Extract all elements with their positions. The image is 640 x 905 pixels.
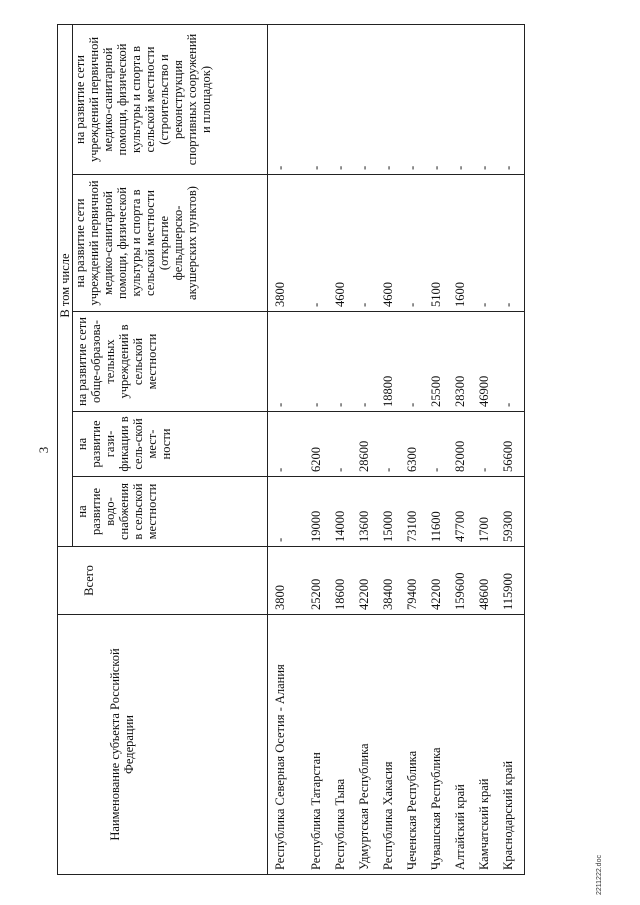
cell-medical: 1600 — [452, 175, 476, 312]
header-including: В том числе — [58, 25, 73, 547]
cell-medical: 5100 — [428, 175, 452, 312]
cell-water: 13600 — [356, 477, 380, 547]
cell-water: 19000 — [308, 477, 332, 547]
cell-total: 115900 — [500, 547, 525, 615]
table-row — [404, 25, 428, 875]
cell-sports: - — [428, 25, 452, 175]
cell-water: 14000 — [332, 477, 356, 547]
cell-gas: 6300 — [404, 412, 428, 477]
cell-name: Республика Хакасия — [380, 615, 404, 875]
cell-sports: - — [380, 25, 404, 175]
table-row — [308, 25, 332, 875]
cell-name: Республика Татарстан — [308, 615, 332, 875]
cell-sports: - — [268, 25, 309, 175]
cell-name: Удмуртская Республика — [356, 615, 380, 875]
cell-schools: 18800 — [380, 312, 404, 412]
table-row — [476, 25, 500, 875]
header-subject: Наименование субъекта Российской Федерации — [58, 615, 268, 875]
cell-name: Камчатский край — [476, 615, 500, 875]
cell-gas: - — [268, 412, 309, 477]
table-header — [58, 25, 268, 875]
cell-gas: - — [380, 412, 404, 477]
cell-sports: - — [404, 25, 428, 175]
cell-name: Республика Северная Осетия - Алания — [268, 615, 309, 875]
cell-water: - — [268, 477, 309, 547]
cell-total: 159600 — [452, 547, 476, 615]
cell-medical: 4600 — [332, 175, 356, 312]
allocation-table — [57, 24, 525, 875]
table-row — [428, 25, 452, 875]
table-body — [268, 25, 525, 875]
cell-total: 3800 — [268, 547, 309, 615]
table-row — [452, 25, 476, 875]
cell-schools: - — [332, 312, 356, 412]
cell-schools: - — [500, 312, 525, 412]
cell-total: 42200 — [356, 547, 380, 615]
cell-medical: - — [356, 175, 380, 312]
cell-name: Чеченская Республика — [404, 615, 428, 875]
table-row — [268, 25, 309, 875]
cell-schools: 25500 — [428, 312, 452, 412]
cell-medical: - — [476, 175, 500, 312]
cell-gas: 82000 — [452, 412, 476, 477]
cell-schools: - — [268, 312, 309, 412]
cell-medical: - — [404, 175, 428, 312]
header-total: Всего — [58, 547, 268, 615]
cell-total: 25200 — [308, 547, 332, 615]
cell-water: 73100 — [404, 477, 428, 547]
page-number: 3 — [36, 446, 51, 454]
cell-medical: - — [500, 175, 525, 312]
cell-gas: 28600 — [356, 412, 380, 477]
cell-medical: - — [308, 175, 332, 312]
cell-total: 18600 — [332, 547, 356, 615]
cell-gas: - — [428, 412, 452, 477]
table-row — [356, 25, 380, 875]
cell-name: Краснодарский край — [500, 615, 525, 875]
cell-water: 11600 — [428, 477, 452, 547]
cell-total: 48600 — [476, 547, 500, 615]
file-name: 2211222.doc — [596, 855, 603, 895]
cell-sports: - — [452, 25, 476, 175]
cell-schools: - — [356, 312, 380, 412]
cell-name: Республика Тыва — [332, 615, 356, 875]
cell-gas: - — [476, 412, 500, 477]
header-water: на развитие водо-снабжения в сельской местности — [73, 477, 268, 547]
cell-name: Алтайский край — [452, 615, 476, 875]
table-row — [500, 25, 525, 875]
cell-water: 59300 — [500, 477, 525, 547]
cell-water: 15000 — [380, 477, 404, 547]
header-schools: на развитие сети обще-образова-тельных учреждений в сельской местности — [73, 312, 268, 412]
cell-sports: - — [308, 25, 332, 175]
table-row — [380, 25, 404, 875]
cell-total: 38400 — [380, 547, 404, 615]
cell-sports: - — [476, 25, 500, 175]
header-sports-build: на развитие сети учреждений первичной медико-санитарной помощи, физической культуры и спорта в сельской местности (строительство и реконструкция спортивных сооружений и площадок) — [73, 25, 268, 175]
table-row — [332, 25, 356, 875]
header-gas: на развитие гази-фикации в сель-ской мест-ности — [73, 412, 268, 477]
cell-sports: - — [500, 25, 525, 175]
cell-total: 79400 — [404, 547, 428, 615]
cell-schools: - — [308, 312, 332, 412]
cell-name: Чувашская Республика — [428, 615, 452, 875]
cell-gas: - — [332, 412, 356, 477]
cell-schools: - — [404, 312, 428, 412]
cell-medical: 4600 — [380, 175, 404, 312]
cell-schools: 46900 — [476, 312, 500, 412]
cell-water: 1700 — [476, 477, 500, 547]
cell-water: 47700 — [452, 477, 476, 547]
cell-sports: - — [356, 25, 380, 175]
cell-gas: 56600 — [500, 412, 525, 477]
cell-total: 42200 — [428, 547, 452, 615]
cell-schools: 28300 — [452, 312, 476, 412]
header-medical-open: на развитие сети учреждений первичной медико-санитарной помощи, физической культуры и спорта в сельской местности (открытие фельдшерско-акушерских пунктов) — [73, 175, 268, 312]
cell-sports: - — [332, 25, 356, 175]
cell-medical: 3800 — [268, 175, 309, 312]
cell-gas: 6200 — [308, 412, 332, 477]
